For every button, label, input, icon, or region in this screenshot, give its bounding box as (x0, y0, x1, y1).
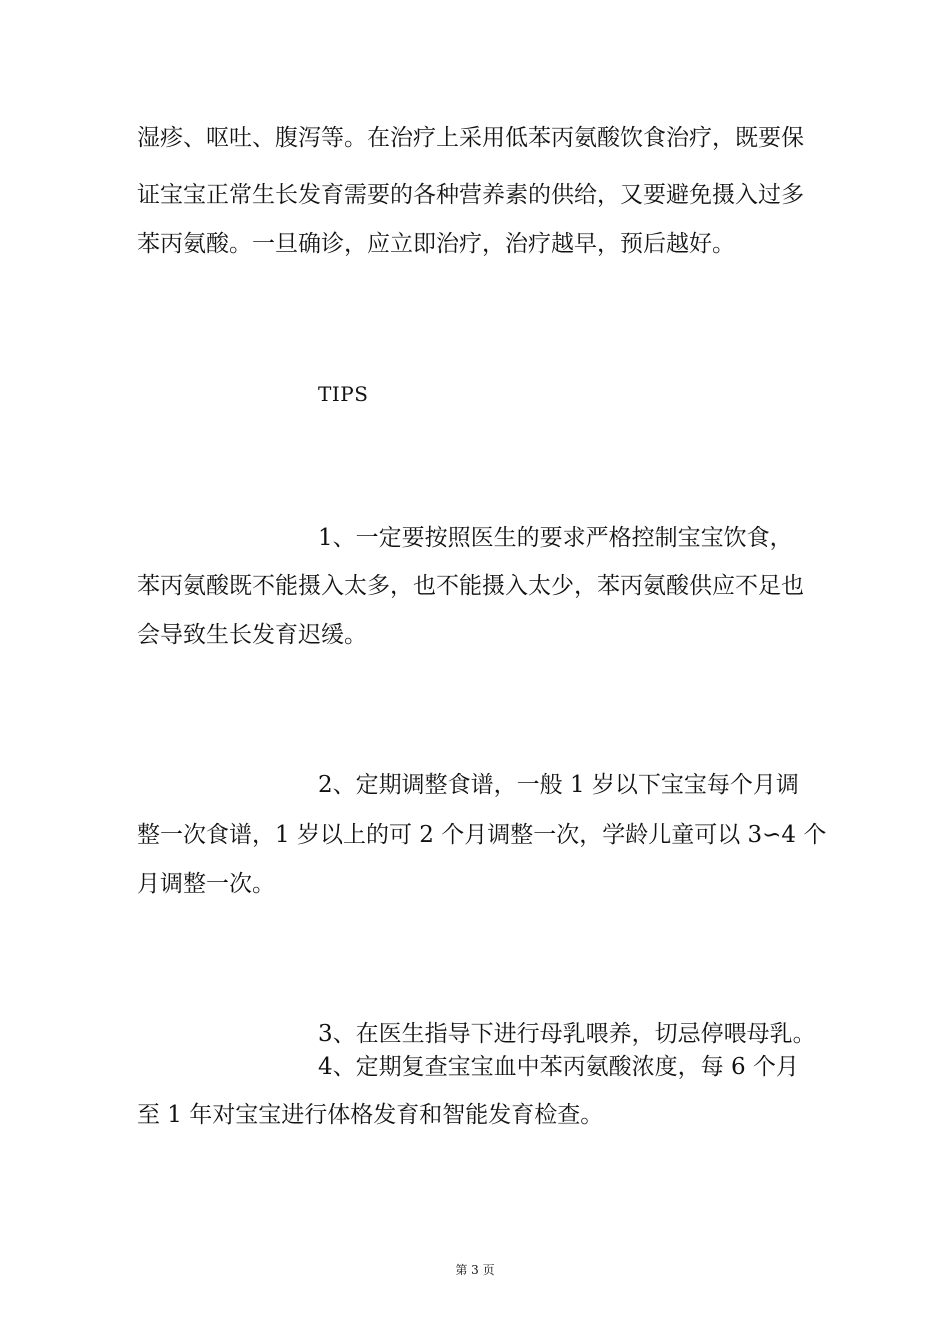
tip-2-line-1: 2、定期调整食谱，一般 1 岁以下宝宝每个月调 (318, 772, 799, 798)
page-number: 第 3 页 (455, 1263, 495, 1277)
tip-1-line-1: 1、一定要按照医生的要求严格控制宝宝饮食， (318, 525, 793, 551)
tip-4-line-2: 至 1 年对宝宝进行体格发育和智能发育检查。 (137, 1102, 604, 1128)
intro-line-3: 苯丙氨酸。一旦确诊，应立即治疗，治疗越早，预后越好。 (137, 231, 735, 257)
tip-1-line-2: 苯丙氨酸既不能摄入太多，也不能摄入太少，苯丙氨酸供应不足也 (137, 573, 804, 599)
tip-4-line-1: 4、定期复查宝宝血中苯丙氨酸浓度，每 6 个月 (318, 1054, 799, 1080)
intro-line-1: 湿疹、呕吐、腹泻等。在治疗上采用低苯丙氨酸饮食治疗，既要保 (137, 125, 804, 151)
tip-2-line-2: 整一次食谱，1 岁以上的可 2 个月调整一次，学龄儿童可以 3∽4 个 (137, 822, 827, 848)
tip-3-line-1: 3、在医生指导下进行母乳喂养，切忌停喂母乳。 (318, 1021, 816, 1047)
tip-1-line-3: 会导致生长发育迟缓。 (137, 622, 367, 648)
intro-line-2: 证宝宝正常生长发育需要的各种营养素的供给，又要避免摄入过多 (137, 182, 804, 208)
tips-heading: TIPS (318, 382, 369, 406)
tip-2-line-3: 月调整一次。 (137, 871, 275, 897)
